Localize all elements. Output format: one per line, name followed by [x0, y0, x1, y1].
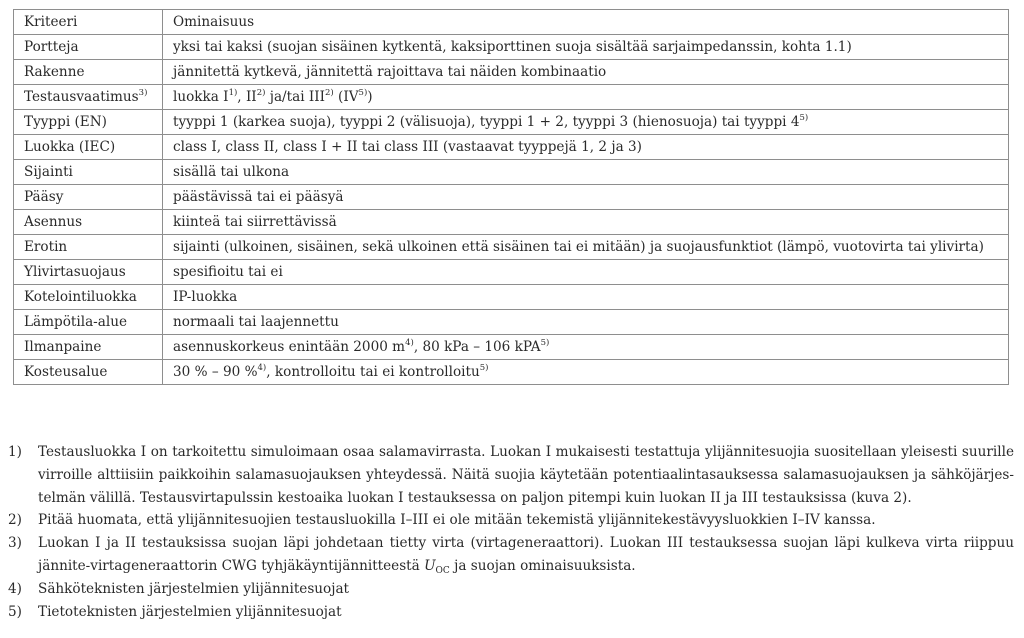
table-row [14, 185, 1009, 210]
footnote-ref: 5) [358, 88, 368, 98]
table-row [14, 335, 1009, 360]
table-row [14, 360, 1009, 385]
table-row [14, 210, 1009, 235]
footnote [8, 509, 1014, 532]
footnote-ref: 5) [479, 363, 489, 373]
property-cell: class I, class II, class I + II tai class III (vastaavat tyyppejä 1, 2 ja 3) [163, 135, 1009, 160]
table-row [14, 35, 1009, 60]
specification-table [13, 9, 1009, 385]
table-row [14, 110, 1009, 135]
property-cell: yksi tai kaksi (suojan sisäinen kytkentä, kaksiporttinen suoja sisältää sarjaimpedanssin, kohta 1.1) [163, 35, 1009, 60]
property-text: (IV [333, 89, 359, 105]
footnote-text [38, 532, 1014, 578]
footnote [8, 532, 1014, 578]
footnotes [8, 441, 1014, 623]
footnote-ref: 2) [325, 88, 334, 98]
criterion-cell: Pääsy [14, 185, 163, 210]
criterion-cell: Asennus [14, 210, 163, 235]
footnote-text: Tietoteknisten järjestelmien ylijännitesuojat [38, 603, 342, 620]
column-header-property: Ominaisuus [163, 10, 1009, 35]
property-text: , kontrolloitu tai ei kontrolloitu [266, 364, 480, 380]
property-cell: päästävissä tai ei pääsyä [163, 185, 1009, 210]
property-cell: normaali tai laajennettu [163, 310, 1009, 335]
property-cell [163, 335, 1009, 360]
table-row [14, 60, 1009, 85]
footnote [8, 601, 1014, 624]
criterion-cell [14, 85, 163, 110]
table-row [14, 85, 1009, 110]
property-cell [163, 85, 1009, 110]
footnote-text: Sähköteknisten järjestelmien ylijännitesuojat [38, 580, 350, 597]
table-row [14, 160, 1009, 185]
criterion-cell: Lämpötila-alue [14, 310, 163, 335]
footnote-number: 5) [8, 603, 22, 620]
property-text: ) [367, 89, 373, 105]
footnote-text-part: ja suojan ominaisuuksista. [449, 557, 636, 574]
table-row [14, 310, 1009, 335]
criterion-cell: Ylivirtasuojaus [14, 260, 163, 285]
footnote [8, 441, 1014, 509]
property-cell: jännitettä kytkevä, jännitettä rajoittava tai näiden kombinaatio [163, 60, 1009, 85]
criterion-cell: Sijainti [14, 160, 163, 185]
property-text: luokka I [173, 89, 229, 105]
table-row [14, 235, 1009, 260]
table-row [14, 285, 1009, 310]
footnote-ref: 5) [540, 338, 550, 348]
criterion-cell: Kosteusalue [14, 360, 163, 385]
property-cell: sisällä tai ulkona [163, 160, 1009, 185]
footnote-number: 3) [8, 535, 22, 552]
criterion-cell: Portteja [14, 35, 163, 60]
property-cell: sijainti (ulkoinen, sisäinen, sekä ulkoinen että sisäinen tai ei mitään) ja suojausfunktiot (lämpö, vuotovirta tai ylivirta) [163, 235, 1009, 260]
footnote-number: 4) [8, 580, 22, 597]
footnote-text-part: Luokan I ja II testauksissa suojan läpi johdetaan tietty virta (virtageneraattori). Luokan III testauksessa suojan läpi kulkeva virta riippuu jännite-virtageneraattorin CWG tyhjäkäyntijännitteestä [38, 535, 1014, 574]
property-text: ja/tai III [265, 89, 325, 105]
table-row [14, 260, 1009, 285]
footnote-ref: 1) [228, 88, 238, 98]
footnote-ref: 3) [138, 88, 148, 98]
footnote-ref: 4) [257, 363, 267, 373]
criterion-cell: Kotelointiluokka [14, 285, 163, 310]
footnote [8, 578, 1014, 601]
criterion-cell: Luokka (IEC) [14, 135, 163, 160]
property-text: tyyppi 1 (karkea suoja), tyyppi 2 (välisuoja), tyyppi 1 + 2, tyyppi 3 (hienosuoja) tai tyyppi 4 [173, 114, 800, 130]
property-cell [163, 110, 1009, 135]
footnote-ref: 4) [405, 338, 414, 348]
property-cell: spesifioitu tai ei [163, 260, 1009, 285]
voltage-symbol-subscript: OC [435, 565, 450, 576]
criterion-cell: Tyyppi (EN) [14, 110, 163, 135]
criterion-text: Testausvaatimus [24, 89, 139, 105]
table-row [14, 135, 1009, 160]
table-header-row [14, 10, 1009, 35]
property-cell: kiinteä tai siirrettävissä [163, 210, 1009, 235]
footnote-text: Testausluokka I on tarkoitettu simuloimaan osaa salamavirrasta. Luokan I mukaisesti testattuja ylijännitesuojia suositellaan yleisesti suurille virroille alttiisiin paikkoihin salamasuojauksen yhteydessä. Näitä suojia käytetään potentiaalintasauksessa salamasuojauksen ja sähköjärjes-telmän välillä. Testausvirtapulssin kestoaika luokan I testauksessa on paljon pitempi kuin luokan II ja III testauksissa (kuva 2). [38, 444, 1014, 506]
footnote-number: 2) [8, 512, 22, 529]
footnote-text: Pitää huomata, että ylijännitesuojien testausluokilla I–III ei ole mitään tekemistä ylijännitekestävyysluokkien I–IV kanssa. [38, 512, 876, 529]
criterion-cell: Ilmanpaine [14, 335, 163, 360]
property-cell [163, 360, 1009, 385]
footnote-ref: 5) [799, 113, 809, 123]
criterion-cell: Erotin [14, 235, 163, 260]
criterion-cell: Rakenne [14, 60, 163, 85]
voltage-symbol: U [424, 557, 436, 574]
column-header-criterion: Kriteeri [14, 10, 163, 35]
property-cell: IP-luokka [163, 285, 1009, 310]
footnote-ref: 2) [256, 88, 266, 98]
property-text: , 80 kPa – 106 kPA [413, 339, 541, 355]
property-text: asennuskorkeus enintään 2000 m [173, 339, 406, 355]
property-text: 30 % – 90 % [173, 364, 258, 380]
property-text: , II [237, 89, 257, 105]
footnote-number: 1) [8, 444, 22, 460]
